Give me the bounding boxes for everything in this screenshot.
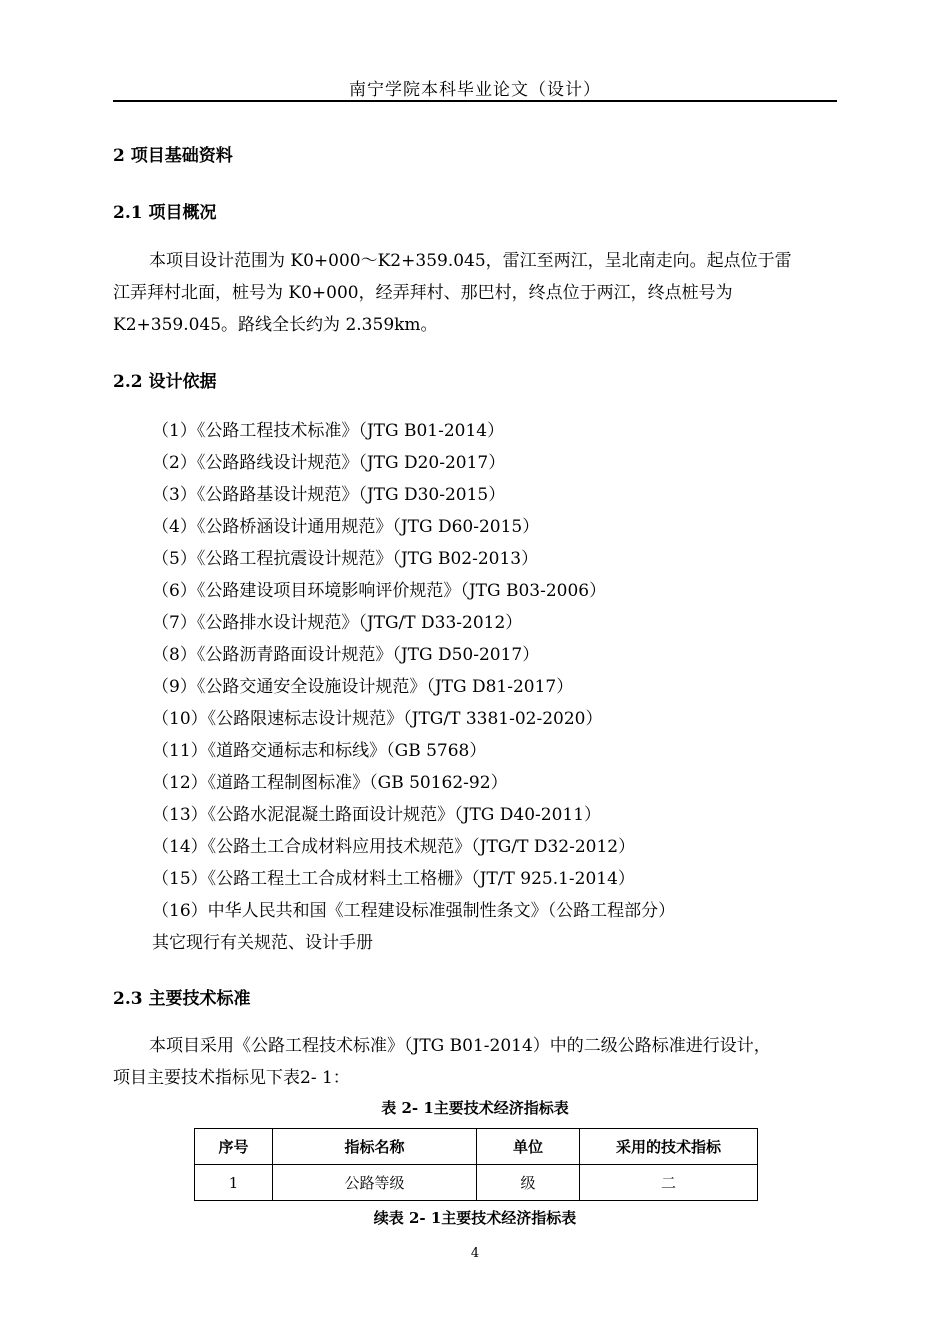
design-basis-list <box>152 415 675 959</box>
table-caption: 表 2- 1主要技术经济指标表 <box>381 1099 569 1117</box>
section-2-2-heading: 2.2 设计依据 <box>113 372 217 392</box>
list-item: （4）《公路桥涵设计通用规范》（JTG D60-2015） <box>152 517 540 537</box>
column-header: 序号 <box>195 1129 273 1165</box>
page-number: 4 <box>470 1246 480 1261</box>
list-item: （1）《公路工程技术标准》（JTG B01-2014） <box>152 421 505 441</box>
list-item: （3）《公路路基设计规范》（JTG D30-2015） <box>152 485 506 505</box>
project-overview-paragraph <box>113 245 837 341</box>
list-item: 其它现行有关规范、设计手册 <box>152 933 373 953</box>
list-item: （12）《道路工程制图标准》（GB 50162-92） <box>152 773 508 793</box>
tech-standard-line: 项目主要技术指标见下表2- 1： <box>113 1068 350 1088</box>
list-item: （10）《公路限速标志设计规范》（JTG/T 3381-02-2020） <box>152 709 603 729</box>
column-header: 单位 <box>477 1129 580 1165</box>
table-cell: 公路等级 <box>273 1165 477 1201</box>
table-cell: 1 <box>195 1165 273 1201</box>
tech-standard-line: 本项目采用《公路工程技术标准》（JTG B01-2014）中的二级公路标准进行设计， <box>149 1036 771 1056</box>
list-item: （6）《公路建设项目环境影响评价规范》（JTG B03-2006） <box>152 581 607 601</box>
list-item: （9）《公路交通安全设施设计规范》（JTG D81-2017） <box>152 677 574 697</box>
page-header-title: 南宁学院本科毕业论文（设计） <box>349 80 601 100</box>
table-header-row <box>195 1129 758 1165</box>
list-item: （16）中华人民共和国《工程建设标准强制性条文》（公路工程部分） <box>152 901 676 921</box>
list-item: （5）《公路工程抗震设计规范》（JTG B02-2013） <box>152 549 539 569</box>
list-item: （15）《公路工程土工合成材料土工格栅》（JT/T 925.1-2014） <box>152 869 635 889</box>
overview-line: 本项目设计范围为 K0+000～K2+359.045，雷江至两江，呈北南走向。起点位于雷 <box>149 251 792 271</box>
list-item: （11）《道路交通标志和标线》（GB 5768） <box>152 741 487 761</box>
list-item: （13）《公路水泥混凝土路面设计规范》（JTG D40-2011） <box>152 805 602 825</box>
section-2-3-heading: 2.3 主要技术标准 <box>113 989 251 1009</box>
table-cell: 级 <box>477 1165 580 1201</box>
section-2-1-heading: 2.1 项目概况 <box>113 203 217 223</box>
tech-standard-paragraph <box>113 1030 837 1094</box>
overview-line: K2+359.045。路线全长约为 2.359km。 <box>113 315 438 335</box>
header-divider <box>113 100 837 102</box>
table-cell: 二 <box>580 1165 758 1201</box>
table-row <box>195 1165 758 1201</box>
section-2-heading: 2 项目基础资料 <box>113 146 233 166</box>
column-header: 指标名称 <box>273 1129 477 1165</box>
column-header: 采用的技术指标 <box>580 1129 758 1165</box>
list-item: （8）《公路沥青路面设计规范》（JTG D50-2017） <box>152 645 540 665</box>
technical-indicators-table <box>194 1128 758 1201</box>
list-item: （2）《公路路线设计规范》（JTG D20-2017） <box>152 453 506 473</box>
overview-line: 江弄拜村北面，桩号为 K0+000，经弄拜村、那巴村，终点位于两江，终点桩号为 <box>113 283 733 303</box>
continued-table-caption: 续表 2- 1主要技术经济指标表 <box>373 1209 577 1227</box>
list-item: （7）《公路排水设计规范》（JTG/T D33-2012） <box>152 613 523 633</box>
list-item: （14）《公路土工合成材料应用技术规范》（JTG/T D32-2012） <box>152 837 636 857</box>
